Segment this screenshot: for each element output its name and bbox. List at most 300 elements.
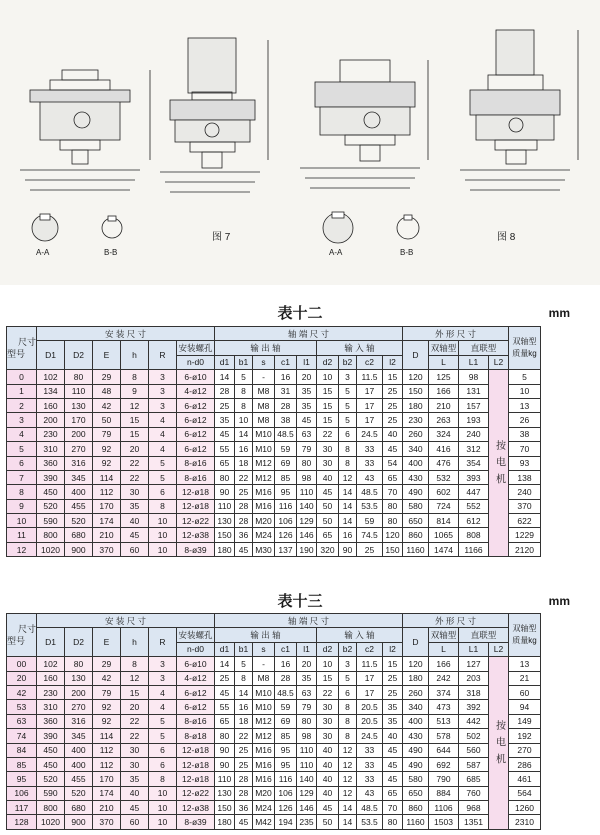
table-cell: 240 (509, 485, 541, 499)
table-cell: 450 (37, 743, 65, 757)
table-cell: 60 (121, 542, 149, 556)
table-cell: 210 (93, 801, 121, 815)
weight-header: 双轴型质量kg (509, 614, 541, 657)
col-e: E (93, 628, 121, 657)
section-aa-label-2: A-A (329, 248, 343, 257)
direct-type-header: 直联型 (459, 628, 509, 642)
table-cell: 60 (509, 685, 541, 699)
table-cell: 35 (121, 772, 149, 786)
table-cell: 15 (317, 671, 339, 685)
table-cell: 112 (93, 485, 121, 499)
motor-dependent-cell: 按 电 机 (489, 370, 509, 557)
outline-size-header: 外 形 尺 寸 (403, 327, 509, 341)
table-cell: 4-ø12 (177, 384, 215, 398)
table-cell: 90 (215, 485, 235, 499)
table-cell: 490 (403, 485, 429, 499)
table-cell: 1503 (429, 815, 459, 829)
table-cell: 10 (149, 786, 177, 800)
table-cell: 22 (121, 729, 149, 743)
table-cell: 193 (459, 413, 489, 427)
table-cell: 9 (121, 384, 149, 398)
table-cell: 25 (235, 485, 253, 499)
table-row (7, 456, 541, 470)
table-cell: 140 (297, 499, 317, 513)
table-cell: 70 (383, 801, 403, 815)
table-cell: 120 (403, 370, 429, 384)
table-row (7, 370, 541, 384)
table-cell: 490 (403, 743, 429, 757)
table-cell: 10 (317, 370, 339, 384)
table-cell: 160 (37, 398, 65, 412)
table-cell: 128 (7, 815, 37, 829)
fig7-label: 图 7 (212, 232, 231, 243)
table-cell: 50 (317, 815, 339, 829)
drawing-reducer-1 (20, 70, 150, 190)
table-cell: 230 (403, 413, 429, 427)
table-cell: 40 (317, 743, 339, 757)
table-cell: 520 (65, 786, 93, 800)
corner-size-label: 尺寸 (17, 337, 36, 348)
col-b2: b2 (339, 642, 357, 656)
table-cell: 43 (357, 786, 383, 800)
table-row (7, 542, 541, 556)
table-cell: 116 (275, 499, 297, 513)
table-cell: 340 (403, 442, 429, 456)
table-cell: 16 (275, 370, 297, 384)
table-cell: 110 (297, 743, 317, 757)
table-cell: 92 (93, 700, 121, 714)
table-cell: 8 (339, 714, 357, 728)
table-cell: 370 (93, 542, 121, 556)
table-cell: M16 (253, 485, 275, 499)
table-cell: 11.5 (357, 370, 383, 384)
table-cell: 80 (65, 657, 93, 671)
table-cell: 30 (121, 743, 149, 757)
table-cell: 393 (459, 470, 489, 484)
table-cell: 59 (357, 514, 383, 528)
shaft-size-header: 轴 端 尺 寸 (215, 614, 403, 628)
table-cell: 15 (121, 427, 149, 441)
table-cell: 650 (403, 786, 429, 800)
table-cell: 9 (7, 499, 37, 513)
table-cell: 45 (121, 528, 149, 542)
table-cell: 80 (383, 815, 403, 829)
table-cell: 28 (235, 499, 253, 513)
table-cell: 461 (509, 772, 541, 786)
table-cell: 5 (149, 456, 177, 470)
col-l1: L1 (459, 642, 489, 656)
table-cell: 45 (235, 815, 253, 829)
table-cell: 98 (459, 370, 489, 384)
table-cell: 884 (429, 786, 459, 800)
table-cell: 8 (339, 729, 357, 743)
table-cell: 22 (235, 470, 253, 484)
table-cell: 17 (357, 413, 383, 427)
table-cell: 455 (65, 499, 93, 513)
table-cell: 11.5 (357, 657, 383, 671)
table-cell: 33 (357, 743, 383, 757)
table-cell: M8 (253, 384, 275, 398)
table-cell: 112 (93, 757, 121, 771)
table-cell: 12-ø18 (177, 757, 215, 771)
table-cell: 80 (297, 456, 317, 470)
table-cell: 22 (235, 729, 253, 743)
table-cell: 116 (275, 772, 297, 786)
table-cell: 69 (275, 456, 297, 470)
table-cell: 92 (93, 714, 121, 728)
table-cell: 180 (403, 671, 429, 685)
table-cell: 40 (317, 786, 339, 800)
table-cell: 14 (235, 427, 253, 441)
table-cell: M10 (253, 685, 275, 699)
table-cell: 390 (37, 470, 65, 484)
table-cell: 22 (121, 714, 149, 728)
table-cell: 36 (235, 528, 253, 542)
motor-dependent-cell: 按 电 机 (489, 657, 509, 830)
table-cell: 25 (383, 671, 403, 685)
table-cell: 235 (297, 815, 317, 829)
col-l: L (429, 355, 459, 369)
table-cell: 5 (235, 370, 253, 384)
table-cell: 74.5 (357, 528, 383, 542)
col-l1: l1 (297, 642, 317, 656)
table-cell: 194 (275, 815, 297, 829)
col-n-d0: n-d0 (177, 355, 215, 369)
table-cell: 5 (339, 671, 357, 685)
table-cell: 85 (275, 729, 297, 743)
table-cell: 150 (215, 801, 235, 815)
table-cell: 43 (357, 470, 383, 484)
table-cell: 318 (459, 685, 489, 699)
table-row (7, 714, 541, 728)
table-cell: 110 (65, 384, 93, 398)
col-b1: b1 (235, 642, 253, 656)
table-cell: 455 (65, 772, 93, 786)
table-cell: 74 (7, 729, 37, 743)
table-cell: 8 (149, 772, 177, 786)
table-cell: 180 (403, 398, 429, 412)
table-cell: 900 (65, 542, 93, 556)
table-cell: 20.5 (357, 714, 383, 728)
col-h: h (121, 628, 149, 657)
table-cell: 30 (317, 442, 339, 456)
table-cell: 53.5 (357, 499, 383, 513)
table-cell: 1020 (37, 815, 65, 829)
table-cell: 126 (275, 801, 297, 815)
table-cell: 63 (297, 685, 317, 699)
table-row (7, 470, 541, 484)
corner-model-label: 型号 (7, 349, 26, 360)
table-cell: 50 (317, 499, 339, 513)
table12-unit: mm (548, 306, 570, 320)
table-cell: M8 (253, 671, 275, 685)
table13 (6, 613, 541, 830)
outline-size-header: 外 形 尺 寸 (403, 614, 509, 628)
table-cell: 12-ø22 (177, 786, 215, 800)
table-cell: 1 (7, 384, 37, 398)
table-cell: 1166 (459, 542, 489, 556)
table-cell: - (253, 657, 275, 671)
section-bb-label-2: B-B (400, 248, 414, 257)
table-cell: 45 (383, 772, 403, 786)
table-row (7, 685, 541, 699)
table-cell: 5 (149, 729, 177, 743)
table-row (7, 671, 541, 685)
table-cell: 112 (93, 743, 121, 757)
table-cell: 20 (7, 671, 37, 685)
table-cell: 400 (65, 485, 93, 499)
table-cell: 360 (37, 714, 65, 728)
table-cell: 94 (509, 700, 541, 714)
table-cell: 16 (275, 657, 297, 671)
table-cell: 14 (339, 801, 357, 815)
table-cell: 15 (383, 657, 403, 671)
table-cell: 140 (297, 772, 317, 786)
col-h: h (121, 341, 149, 370)
table-cell: 25 (383, 398, 403, 412)
table-cell: 10 (149, 528, 177, 542)
table-cell: 95 (275, 485, 297, 499)
table-row (7, 801, 541, 815)
table-cell: M16 (253, 772, 275, 786)
table-cell: 130 (215, 786, 235, 800)
table-cell: 30 (121, 485, 149, 499)
table-cell: 270 (65, 700, 93, 714)
table-cell: 55 (215, 442, 235, 456)
table-cell: 85 (7, 757, 37, 771)
table-cell: 8 (235, 398, 253, 412)
table-cell: 146 (297, 801, 317, 815)
table-cell: 590 (37, 514, 65, 528)
section-bb-label-1: B-B (104, 248, 118, 257)
table-cell: 5 (339, 413, 357, 427)
table-cell: 53.5 (357, 815, 383, 829)
table-cell: M20 (253, 514, 275, 528)
table-cell: 680 (65, 528, 93, 542)
corner-model-label: 型号 (7, 636, 26, 647)
table-cell: 130 (215, 514, 235, 528)
table-cell: 80 (65, 370, 93, 384)
table-cell: 416 (429, 442, 459, 456)
table-row (7, 485, 541, 499)
table-cell: 800 (37, 801, 65, 815)
table-cell: 580 (403, 499, 429, 513)
table-cell: 12 (339, 757, 357, 771)
col-b2: b2 (339, 355, 357, 369)
table-cell: M12 (253, 714, 275, 728)
table-cell: 125 (429, 370, 459, 384)
table-cell: 33 (357, 772, 383, 786)
corner-size-label: 尺寸 (17, 624, 36, 635)
table-cell: 30 (121, 757, 149, 771)
table-cell: 12-ø38 (177, 801, 215, 815)
table-cell: 42 (7, 685, 37, 699)
table-cell: 3 (339, 370, 357, 384)
corner-header (7, 614, 37, 657)
table-cell: 310 (37, 442, 65, 456)
table-cell: 8 (121, 657, 149, 671)
table-cell: 680 (65, 801, 93, 815)
table-cell: 6-ø12 (177, 442, 215, 456)
table-cell: M8 (253, 413, 275, 427)
install-size-header: 安 装 尺 寸 (37, 614, 215, 628)
table-cell: 45 (121, 801, 149, 815)
table-cell: M10 (253, 427, 275, 441)
col-l2: L2 (489, 355, 509, 369)
table-cell: 170 (93, 499, 121, 513)
input-shaft-header: 输 入 轴 (317, 341, 403, 355)
col-d1: D1 (37, 628, 65, 657)
table-cell: 170 (65, 413, 93, 427)
table-cell: 6-ø12 (177, 398, 215, 412)
table-cell: 30 (317, 714, 339, 728)
col-c1: c1 (275, 355, 297, 369)
col-n-d0: n-d0 (177, 642, 215, 656)
table-cell: 14 (215, 370, 235, 384)
table-cell: 12 (121, 671, 149, 685)
table-cell: 22 (121, 470, 149, 484)
col-d2: D2 (65, 341, 93, 370)
col-s: s (253, 642, 275, 656)
table-cell: 102 (37, 657, 65, 671)
table-cell: 532 (429, 470, 459, 484)
table-cell: 1351 (459, 815, 489, 829)
table-cell: 473 (429, 700, 459, 714)
table-cell: 3 (149, 657, 177, 671)
table-cell: 20.5 (357, 700, 383, 714)
bolt-hole-header: 安装螺孔 (177, 341, 215, 355)
table-cell: 45 (383, 757, 403, 771)
table-cell: 192 (509, 729, 541, 743)
table-cell: 30 (317, 456, 339, 470)
section-aa-label-1: A-A (36, 248, 50, 257)
table-cell: 1020 (37, 542, 65, 556)
table-cell: 35 (297, 384, 317, 398)
table-cell: 84 (7, 743, 37, 757)
table-cell: M10 (253, 442, 275, 456)
table-cell: 10 (149, 815, 177, 829)
table-cell: 1229 (509, 528, 541, 542)
table-cell: 59 (275, 442, 297, 456)
table-cell: 28 (275, 671, 297, 685)
table-cell: 230 (37, 685, 65, 699)
table-cell: 15 (317, 398, 339, 412)
table-row (7, 528, 541, 542)
col-l2: l2 (383, 355, 403, 369)
table-cell: 17 (357, 398, 383, 412)
output-shaft-header: 输 出 轴 (215, 628, 317, 642)
table-cell: 7 (7, 470, 37, 484)
table-cell: 120 (383, 528, 403, 542)
table-cell: 130 (65, 671, 93, 685)
table-cell: 48.5 (275, 685, 297, 699)
table-cell: 38 (509, 427, 541, 441)
table-cell: 45 (215, 427, 235, 441)
table-cell: 8 (339, 700, 357, 714)
table-row (7, 384, 541, 398)
table-cell: 40 (121, 786, 149, 800)
table-cell: 79 (297, 442, 317, 456)
table-cell: 85 (275, 470, 297, 484)
table-cell: 5 (7, 442, 37, 456)
table-cell: 520 (37, 499, 65, 513)
table-cell: 80 (383, 514, 403, 528)
table-cell: 14 (215, 657, 235, 671)
table-cell: 10 (509, 384, 541, 398)
table-cell: 200 (37, 413, 65, 427)
table-cell: 2 (7, 398, 37, 412)
table-row (7, 743, 541, 757)
col-d1: d1 (215, 355, 235, 369)
table-cell: 6 (149, 485, 177, 499)
table-cell: 110 (297, 485, 317, 499)
table-cell: 10 (235, 413, 253, 427)
table-row (7, 657, 541, 671)
table-cell: 10 (149, 542, 177, 556)
col-d1: D1 (37, 341, 65, 370)
table-cell: 20 (297, 657, 317, 671)
table-cell: 400 (403, 456, 429, 470)
table-cell: 20 (297, 370, 317, 384)
table-row (7, 786, 541, 800)
table-cell: 12 (339, 786, 357, 800)
table-cell: 3 (7, 413, 37, 427)
table-cell: 400 (65, 743, 93, 757)
table-cell: 392 (459, 700, 489, 714)
table-cell: 69 (275, 714, 297, 728)
table-cell: 160 (37, 671, 65, 685)
bolt-hole-header: 安装螺孔 (177, 628, 215, 642)
table-cell: 602 (429, 485, 459, 499)
table-cell: 36 (235, 801, 253, 815)
table-cell: 345 (65, 729, 93, 743)
table-cell: 131 (459, 384, 489, 398)
shaft-size-header: 轴 端 尺 寸 (215, 327, 403, 341)
table-cell: 98 (297, 729, 317, 743)
table-cell: 16 (235, 442, 253, 456)
table-cell: 54 (383, 456, 403, 470)
table-cell: 35 (297, 398, 317, 412)
table-cell: 242 (429, 671, 459, 685)
table-cell: 79 (93, 427, 121, 441)
table-cell: 12 (7, 542, 37, 556)
table-cell: 25 (357, 542, 383, 556)
table-cell: 476 (429, 456, 459, 470)
table-cell: 8 (235, 671, 253, 685)
table-cell: 00 (7, 657, 37, 671)
table-cell: 35 (121, 499, 149, 513)
table-cell: 137 (275, 542, 297, 556)
corner-header (7, 327, 37, 370)
table-cell: 20 (121, 442, 149, 456)
table-cell: 644 (429, 743, 459, 757)
table-cell: 30 (317, 729, 339, 743)
install-size-header: 安 装 尺 寸 (37, 327, 215, 341)
table-cell: 127 (459, 657, 489, 671)
table-cell: - (253, 370, 275, 384)
table-cell: 55 (215, 700, 235, 714)
table-cell: 6-ø12 (177, 685, 215, 699)
table-cell: 1260 (509, 801, 541, 815)
table-cell: 166 (429, 384, 459, 398)
table-cell: 760 (459, 786, 489, 800)
table-cell: 190 (297, 542, 317, 556)
table-row (7, 442, 541, 456)
technical-drawings (0, 0, 600, 285)
table-cell: 29 (93, 657, 121, 671)
table-cell: 578 (429, 729, 459, 743)
table-cell: 35 (297, 671, 317, 685)
